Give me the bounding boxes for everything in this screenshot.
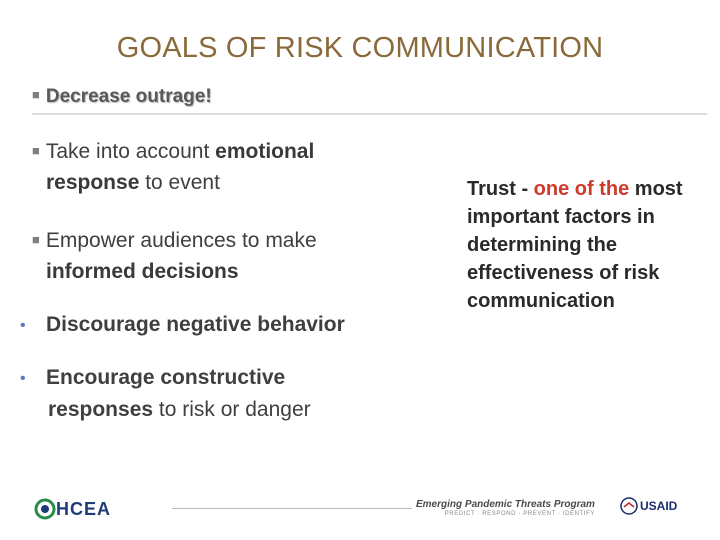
item-text: to event [139, 171, 220, 194]
list-item [32, 135, 314, 198]
bullet-item [20, 309, 345, 341]
item-bold: emotional [215, 140, 315, 163]
bullet-dot-icon: • [20, 370, 26, 387]
footer-line [172, 508, 412, 509]
subheading [32, 86, 212, 108]
hcea-logo [34, 498, 111, 520]
slide-title: GOALS OF RISK COMMUNICATION [116, 32, 604, 64]
item-text: Empower audiences to make [45, 229, 317, 252]
hcea-logo-text: HCEA [56, 498, 112, 519]
ept-logo [416, 499, 595, 517]
usaid-seal-icon [620, 497, 638, 515]
bullet-bold: Encourage constructive [46, 366, 286, 389]
item-bold: response [46, 171, 140, 194]
trust-highlight: one of the [533, 178, 630, 200]
square-bullet-icon: ■ [32, 232, 40, 247]
item-line2 [32, 167, 314, 198]
bullet-bold: responses [48, 398, 154, 421]
divider [32, 113, 707, 115]
item-line2 [32, 256, 317, 287]
program-name: Emerging Pandemic Threats Program [416, 499, 595, 510]
bullet-item [20, 362, 311, 425]
trust-callout [467, 175, 702, 315]
globe-icon [34, 498, 56, 520]
item-text: Take into account [45, 140, 216, 163]
item-bold: informed decisions [46, 260, 239, 283]
square-bullet-icon: ■ [32, 143, 40, 158]
subheading-text: Decrease outrage! [45, 86, 212, 107]
trust-lead: Trust - [467, 178, 534, 200]
bullet-dot-icon: • [20, 317, 26, 334]
bullet-line2 [20, 394, 311, 425]
footer [0, 490, 720, 530]
bullet-bold: Discourage negative behavior [46, 313, 345, 336]
trust-rest: most important factors in determining the effectiveness of risk communication [467, 178, 683, 312]
usaid-logo [620, 497, 677, 515]
usaid-text: USAID [640, 499, 678, 513]
bullet-text: to risk or danger [153, 398, 311, 421]
list-item [32, 224, 317, 287]
program-tagline: PREDICT · RESPOND · PREVENT · IDENTIFY [444, 511, 595, 517]
square-bullet-icon: ■ [32, 87, 40, 102]
